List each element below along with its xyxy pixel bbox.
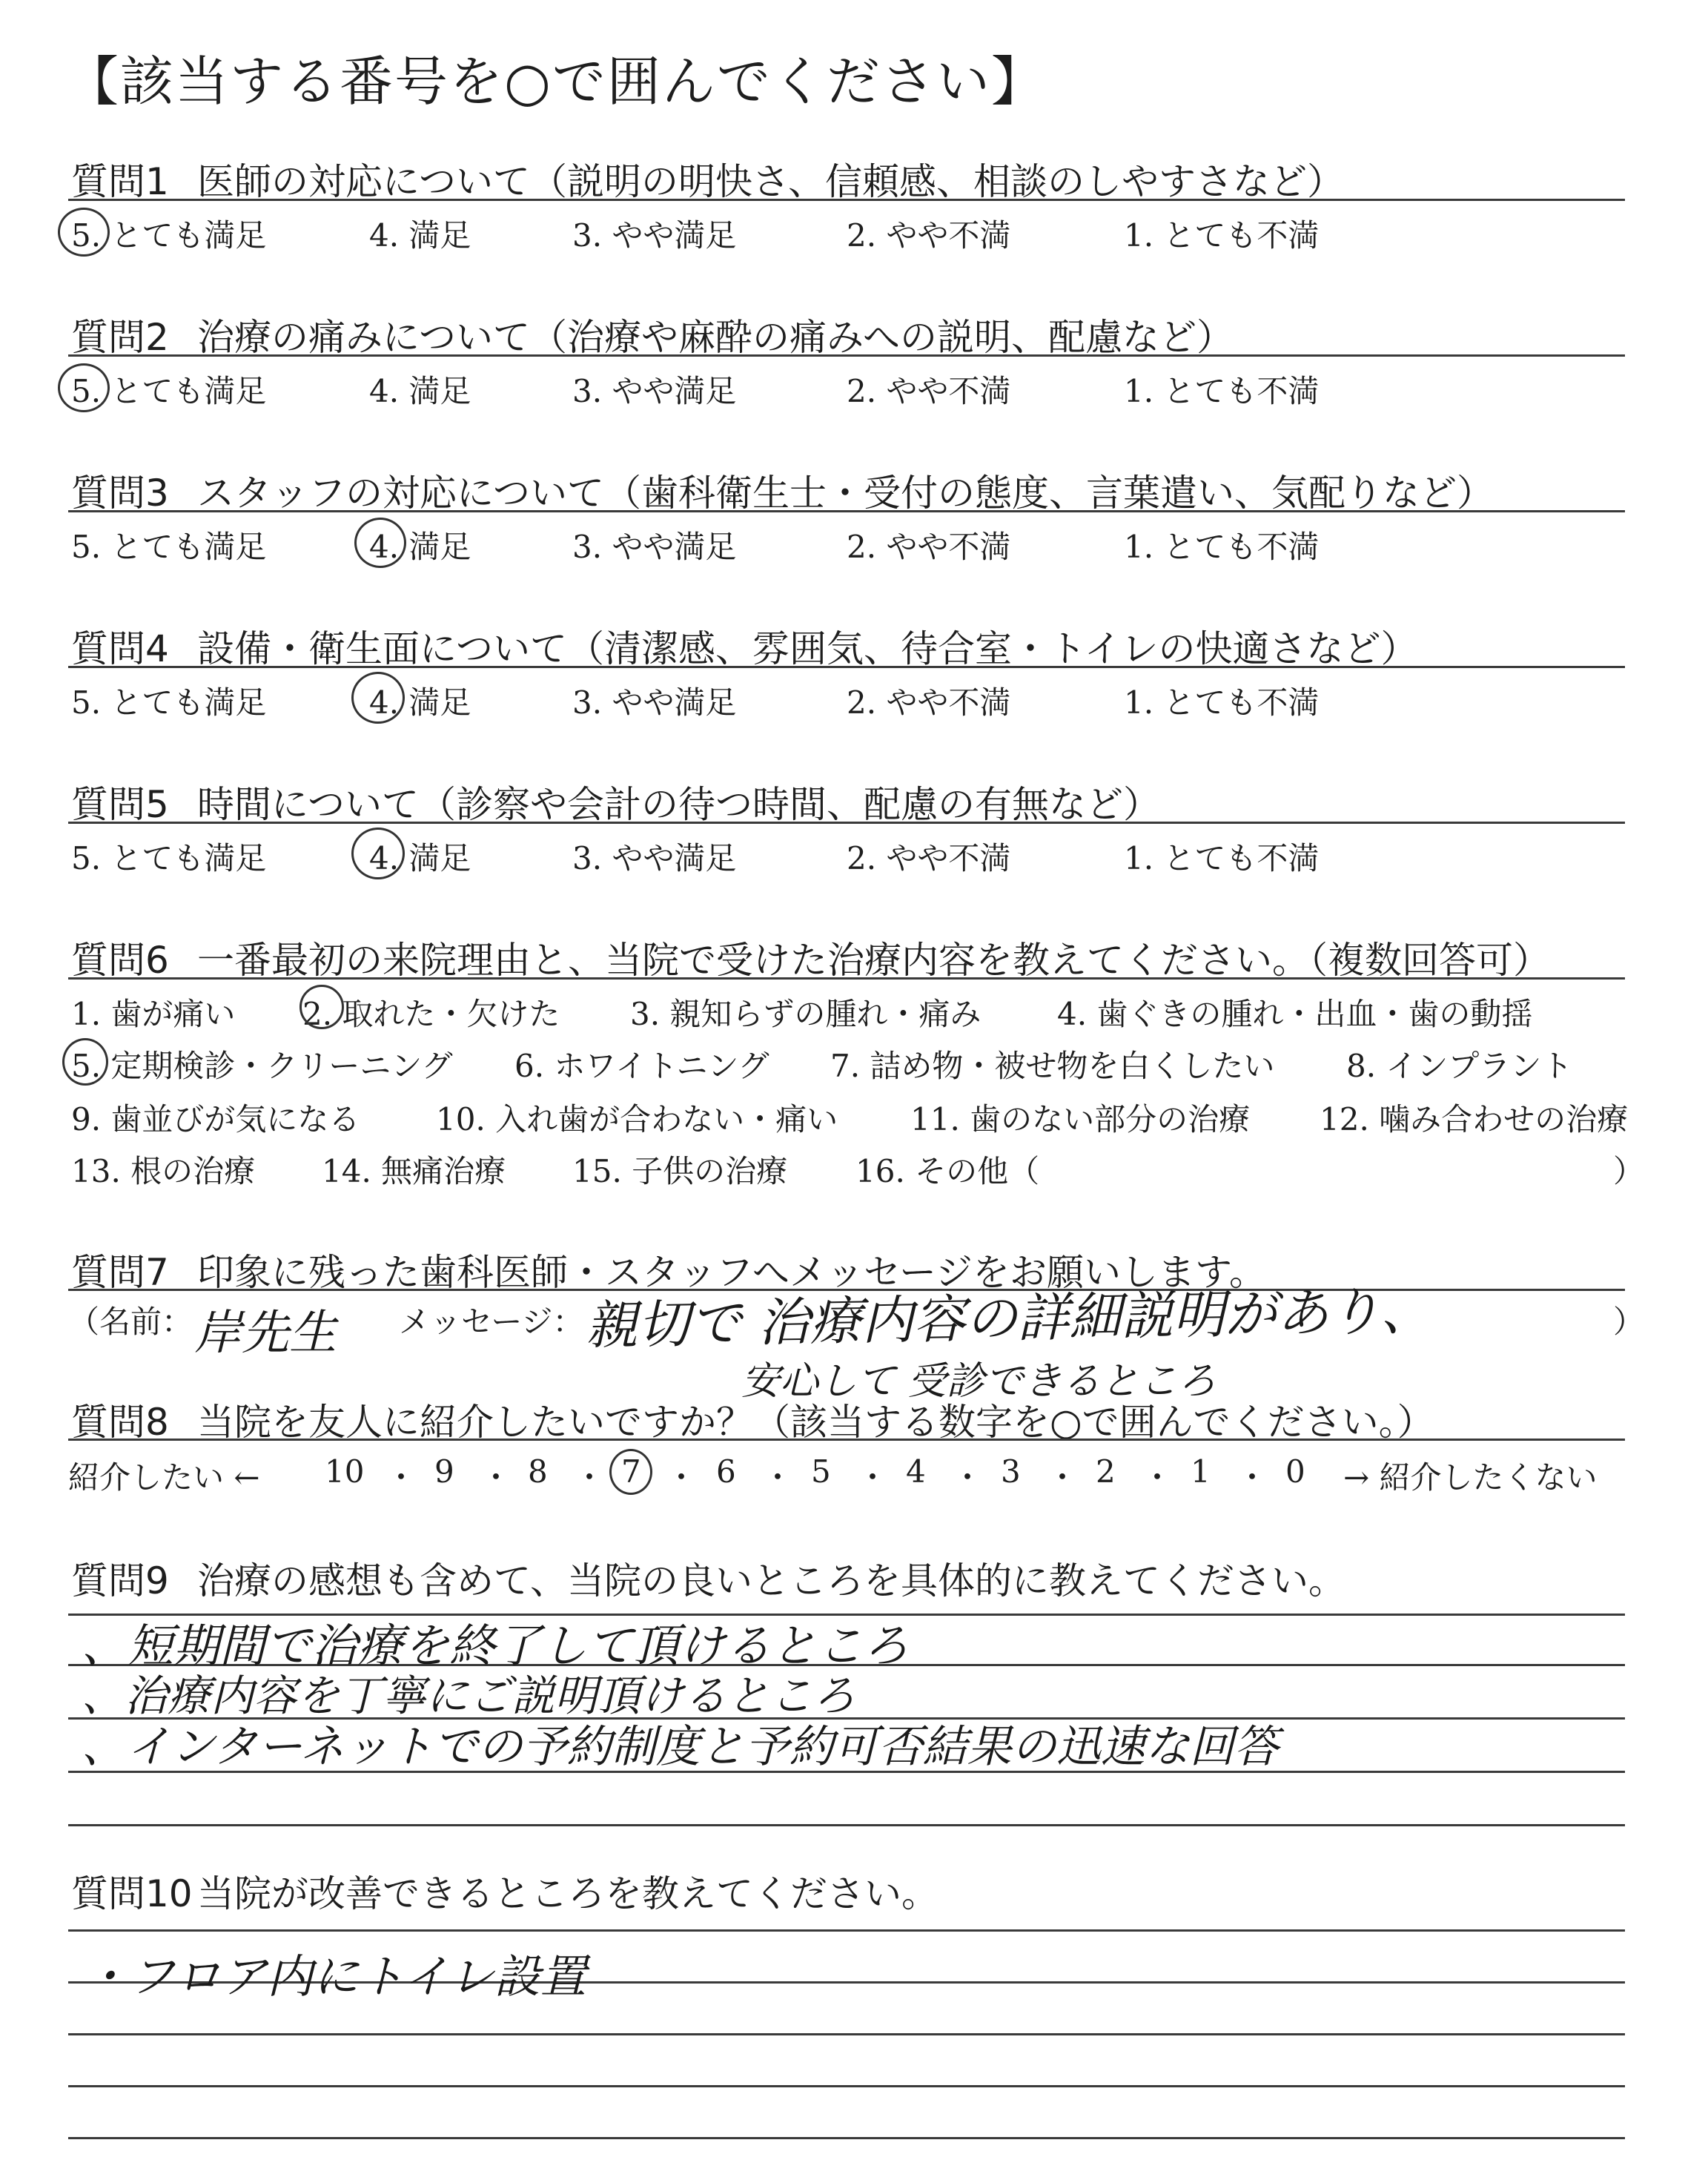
scale-dot: ・ <box>666 1459 698 1496</box>
option-1[interactable]: 1. とても不満 <box>1124 217 1320 254</box>
divider <box>68 1439 1625 1441</box>
selection-circle <box>62 1038 108 1086</box>
scale-value[interactable]: 9 <box>434 1453 454 1490</box>
question-5-number: 質問5 <box>71 783 169 826</box>
scale-dot: ・ <box>1142 1459 1174 1496</box>
question-3-title <box>71 463 1494 517</box>
reason-option[interactable]: 14. 無痛治療 <box>322 1153 506 1189</box>
reason-option[interactable]: 7. 詰め物・被せ物を白くしたい <box>830 1048 1275 1084</box>
reason-option[interactable]: 15. 子供の治療 <box>572 1153 788 1189</box>
option-2[interactable]: 2. やや不満 <box>847 840 1011 876</box>
scale-value[interactable]: 4 <box>906 1453 926 1490</box>
question-6-number: 質問6 <box>71 939 169 982</box>
question-5-title <box>71 775 1160 828</box>
handwritten-message-line-1[interactable]: 親切で 治療内容の詳細説明があり、 <box>585 1281 1433 1356</box>
scale-dot: ・ <box>952 1459 984 1496</box>
option-3[interactable]: 3. やや満足 <box>572 840 737 876</box>
option-5[interactable]: 5. とても満足 <box>71 840 267 876</box>
option-4[interactable]: 4. 満足 <box>369 840 471 876</box>
handwritten-message-line-2[interactable]: 安心して 受診できるところ <box>741 1359 1217 1404</box>
reason-option[interactable]: 10. 入れ歯が合わない・痛い <box>436 1101 838 1137</box>
reason-option[interactable]: 11. 歯のない部分の治療 <box>910 1101 1251 1137</box>
divider <box>68 354 1625 357</box>
question-9-title <box>71 1551 1345 1605</box>
question-7-text: 印象に残った歯科医師・スタッフへメッセージをお願いします。 <box>197 1251 1266 1294</box>
scale-right-label: → 紹介したくない <box>1343 1459 1598 1496</box>
reason-option[interactable]: 2. 取れた・欠けた <box>302 996 560 1032</box>
answer-line <box>68 2137 1625 2139</box>
scale-value[interactable]: 2 <box>1096 1453 1116 1490</box>
scale-value[interactable]: 8 <box>528 1453 548 1490</box>
option-4[interactable]: 4. 満足 <box>369 684 471 721</box>
name-label: （名前： <box>68 1304 193 1340</box>
reason-option[interactable]: 9. 歯並びが気になる <box>71 1101 360 1137</box>
selection-circle <box>351 828 405 879</box>
reason-option[interactable]: 5. 定期検診・クリーニング <box>71 1048 453 1084</box>
scale-left-label: 紹介したい ← <box>68 1459 260 1496</box>
question-1-text: 医師の対応について（説明の明快さ、信頼感、相談のしやすさなど） <box>197 160 1344 203</box>
selection-circle <box>299 985 344 1029</box>
question-3-number: 質問3 <box>71 472 169 515</box>
option-3[interactable]: 3. やや満足 <box>572 684 737 721</box>
question-2-text: 治療の痛みについて（治療や麻酔の痛みへの説明、配慮など） <box>197 316 1234 359</box>
option-2[interactable]: 2. やや不満 <box>847 684 1011 721</box>
question-2-number: 質問2 <box>71 316 169 359</box>
divider <box>68 199 1625 201</box>
divider <box>68 666 1625 668</box>
option-5[interactable]: 5. とても満足 <box>71 373 267 409</box>
selection-circle <box>58 363 110 412</box>
option-2[interactable]: 2. やや不満 <box>847 529 1011 565</box>
scale-value[interactable]: 6 <box>716 1453 736 1490</box>
option-3[interactable]: 3. やや満足 <box>572 373 737 409</box>
option-2[interactable]: 2. やや不満 <box>847 217 1011 254</box>
question-10-number: 質問10 <box>71 1872 193 1915</box>
reason-option[interactable]: 6. ホワイトニング <box>514 1048 769 1084</box>
handwritten-name[interactable]: 岸先生 <box>194 1306 337 1361</box>
option-1[interactable]: 1. とても不満 <box>1124 840 1320 876</box>
question-1-number: 質問1 <box>71 160 169 203</box>
handwritten-answer[interactable]: 、短期間で治療を終了して頂けるところ <box>82 1619 910 1673</box>
option-5[interactable]: 5. とても満足 <box>71 217 267 254</box>
question-8-number: 質問8 <box>71 1401 169 1444</box>
question-4-title <box>71 619 1418 673</box>
selection-circle <box>354 518 406 568</box>
scale-value[interactable]: 7 <box>621 1453 641 1490</box>
handwritten-answer[interactable]: ・フロア内にトイレ設置 <box>83 1949 586 2004</box>
reason-option[interactable]: 13. 根の治療 <box>71 1153 256 1189</box>
form-header: 【該当する番号を○で囲んでください】 <box>65 50 1046 113</box>
reason-option[interactable]: 8. インプラント <box>1346 1048 1573 1084</box>
divider <box>68 977 1625 980</box>
reason-option[interactable]: 12. 噛み合わせの治療 <box>1320 1101 1629 1137</box>
selection-circle <box>609 1449 652 1495</box>
question-10-text: 当院が改善できるところを教えてください。 <box>197 1872 939 1915</box>
reason-option[interactable]: 3. 親知らずの腫れ・痛み <box>630 996 982 1032</box>
question-2-title <box>71 308 1234 361</box>
question-1-title <box>71 152 1344 205</box>
option-3[interactable]: 3. やや満足 <box>572 529 737 565</box>
question-6-title <box>71 931 1550 984</box>
question-4-text: 設備・衛生面について（清潔感、雰囲気、待合室・トイレの快適さなど） <box>197 627 1418 670</box>
option-3[interactable]: 3. やや満足 <box>572 217 737 254</box>
option-4[interactable]: 4. 満足 <box>369 529 471 565</box>
selection-circle <box>58 208 110 257</box>
scale-dot: ・ <box>1237 1459 1268 1496</box>
question-7-number: 質問7 <box>71 1251 169 1294</box>
scale-dot: ・ <box>762 1459 794 1496</box>
other-close-paren: ） <box>1613 1153 1645 1189</box>
question-4-number: 質問4 <box>71 627 169 670</box>
scale-value[interactable]: 5 <box>811 1453 831 1490</box>
option-1[interactable]: 1. とても不満 <box>1124 373 1320 409</box>
reason-option[interactable]: 16. その他（ <box>855 1153 1040 1189</box>
scale-dot: ・ <box>574 1459 606 1496</box>
option-1[interactable]: 1. とても不満 <box>1124 529 1320 565</box>
message-label: メッセージ： <box>399 1304 584 1340</box>
scale-value[interactable]: 10 <box>325 1453 365 1490</box>
scale-dot: ・ <box>1047 1459 1079 1496</box>
reason-option[interactable]: 4. 歯ぐきの腫れ・出血・歯の動揺 <box>1057 996 1533 1032</box>
option-4[interactable]: 4. 満足 <box>369 217 471 254</box>
answer-line <box>68 1929 1625 1932</box>
scale-dot: ・ <box>480 1459 512 1496</box>
reason-option[interactable]: 1. 歯が痛い <box>71 996 236 1032</box>
question-9-text: 治療の感想も含めて、当院の良いところを具体的に教えてください。 <box>197 1559 1345 1602</box>
question-9-number: 質問9 <box>71 1559 169 1602</box>
answer-line <box>68 2085 1625 2087</box>
scale-value[interactable]: 3 <box>1001 1453 1021 1490</box>
scale-dot: ・ <box>385 1459 417 1496</box>
answer-line <box>68 2033 1625 2035</box>
message-close-paren: ） <box>1613 1304 1645 1340</box>
handwritten-answer[interactable]: 、治療内容を丁寧にご説明頂けるところ <box>82 1671 856 1721</box>
scale-dot: ・ <box>857 1459 889 1496</box>
option-1[interactable]: 1. とても不満 <box>1124 684 1320 721</box>
question-8-text: 当院を友人に紹介したいですか？（該当する数字を○で囲んでください。） <box>197 1401 1434 1444</box>
option-2[interactable]: 2. やや不満 <box>847 373 1011 409</box>
question-10-title <box>71 1864 939 1918</box>
handwritten-answer[interactable]: 、インターネットでの予約制度と予約可否結果の迅速な回答 <box>82 1721 1279 1773</box>
question-3-text: スタッフの対応について（歯科衛生士・受付の態度、言葉遣い、気配りなど） <box>197 472 1494 515</box>
selection-circle <box>351 672 405 724</box>
divider <box>68 510 1625 512</box>
question-6-text: 一番最初の来院理由と、当院で受けた治療内容を教えてください。（複数回答可） <box>197 939 1550 982</box>
option-4[interactable]: 4. 満足 <box>369 373 471 409</box>
option-5[interactable]: 5. とても満足 <box>71 684 267 721</box>
answer-line <box>68 1824 1625 1826</box>
scale-value[interactable]: 1 <box>1191 1453 1211 1490</box>
divider <box>68 822 1625 824</box>
scale-value[interactable]: 0 <box>1285 1453 1305 1490</box>
option-5[interactable]: 5. とても満足 <box>71 529 267 565</box>
question-5-text: 時間について（診察や会計の待つ時間、配慮の有無など） <box>197 783 1160 826</box>
